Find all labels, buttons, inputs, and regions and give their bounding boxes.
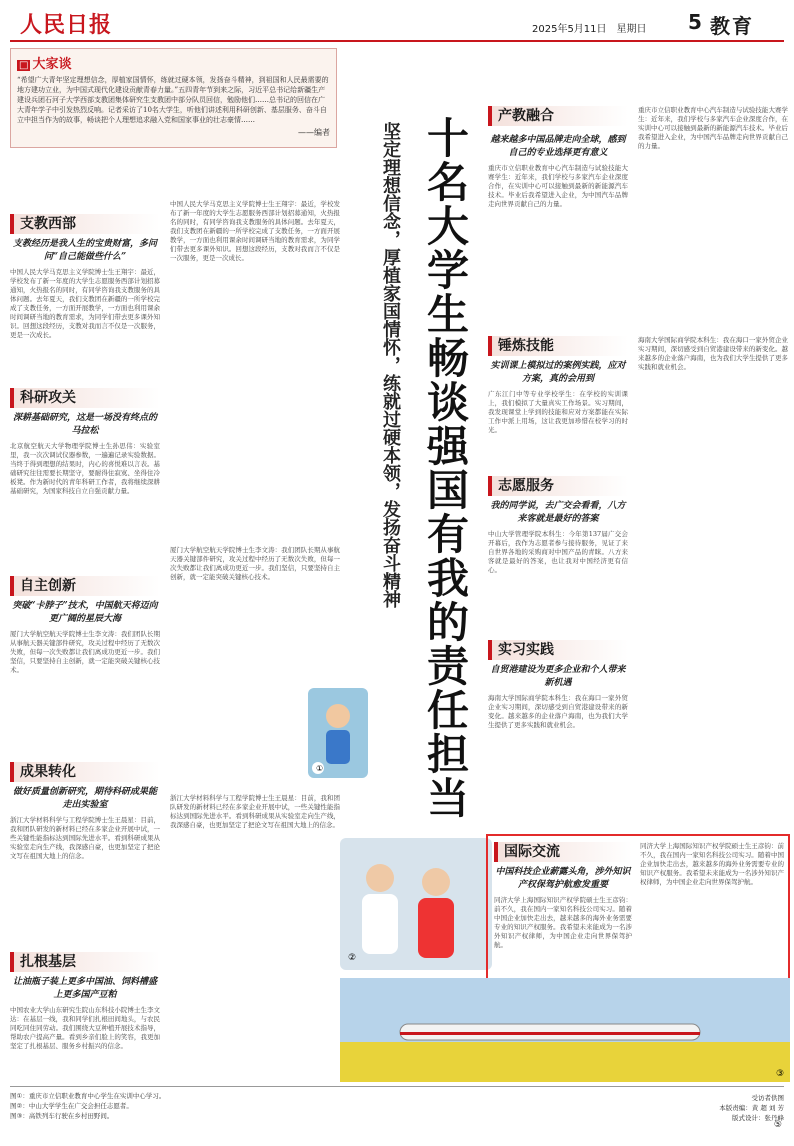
article-subhead: 让油瓶子装上更多中国油、饲料槽盛上更多国产豆粕 — [12, 977, 157, 1000]
section-head: 支教西部 — [10, 214, 160, 234]
article-continuation-2 — [170, 546, 340, 666]
article-subhead: 实训课上模拟过的案例实践，应对方案，真的会用到 — [490, 361, 626, 384]
article-grassroots — [10, 952, 160, 1080]
article-subhead: 越来越多中国品牌走向全球，感到自己的专业选择更有意义 — [490, 135, 626, 158]
article-body: 中国人民大学马克思主义学院博士生王翔宇：最近，学校发布了新一年度的大学生志愿服务西部计划招募通知，火热报名的同时，有同学咨询我支教服务的具体问题。去年夏天，我们支教团在新疆的一所学校完成了支教任务，一方面开展教学，一方面也利用课余时间调研当地的教育需求，为同学们带去更多课外知识。回想这段经历，支教对我而言不仅是一次服务，更是一次成长。 — [170, 200, 340, 262]
article-subhead: 突破“卡脖子”技术，中国航天将迈向更广阔的星辰大海 — [12, 601, 158, 624]
photo-caption: 图③：高铁列车行驶在乡村田野间。 — [10, 1112, 114, 1120]
section-head: 产教融合 — [488, 106, 628, 126]
photo-volunteers — [340, 838, 492, 970]
issue-date: 2025年5月11日 星期日 — [532, 24, 647, 35]
article-body: 中国人民大学马克思主义学院博士生王翔宇：最近，学校发布了新一年度的大学生志愿服务西部计划招募通知，火热报名的同时，有同学咨询我支教服务的具体问题。去年夏天，我们支教团在新疆的一所学校完成了支教任务，一方面开展教学，一方面也利用课余时间调研当地的教育需求，为同学们带去更多课外知识。回想这段经历，支教对我而言不仅是一次服务，更是一次成长。 — [10, 268, 160, 339]
editorial-mark-icon: □ — [19, 60, 29, 71]
section-head: 扎根基层 — [10, 952, 160, 972]
section-head: 志愿服务 — [488, 476, 628, 496]
article-body: 厦门大学航空航天学院博士生李文涛：我们团队长期从事航天器关键部件研究，攻关过程中经历了无数次失败，但每一次失败都让我们离成功更近一步。我们坚信，只要坚持自主创新，就一定能突破关键核心技术。 — [170, 546, 340, 581]
editorial-title: □ 大家谈 — [19, 57, 72, 72]
editorial-body: “希望广大青年坚定理想信念，厚植家国情怀，练就过硬本领，发扬奋斗精神，到祖国和人民最需要的地方建功立业，为中国式现代化建设贡献青春力量。”五四青年节到来之际，习近平总书记给新疆生产建设兵团石河子大学西部支教团集体研究生支教团中部分队员回信，勉励他们……总书记的回信在广大青年学子中引发热烈反响。记者采访了10名大学生，听他们讲述利用科研创新、基层服务、奋斗自立中担当作为的故事，畅谈把个人理想追求融入党和国家事业的壮志豪情…… — [17, 76, 329, 124]
article-body: 中国农业大学山东研究生院山东科技小院博士生李文达：在基层一线，我和同学们扎根田间地头，与农民同吃同住同劳动。我们围绕大豆种植开展技术指导，帮助农户提高产量。看到乡亲们脸上的笑容，我更加坚定了扎根基层、服务乡村振兴的信念。 — [10, 1006, 160, 1050]
article-continuation — [170, 200, 340, 530]
section-head: 自主创新 — [10, 576, 160, 596]
newspaper-logo: 人民日报 — [20, 12, 113, 38]
article-subhead: 自贸港建设为更多企业和个人带来新机遇 — [490, 665, 626, 688]
article-body: 重庆市立信职业教育中心汽车制造与试验技能大赛学生：近年来，我们学校与多家汽车企业深度合作，在实训中心可以接触到最新的新能源汽车技术。毕业后我希望进入企业，为中国汽车品牌走向世界贡献自己的力量。 — [488, 164, 628, 208]
article-skills — [488, 336, 628, 482]
svg-text:③: ③ — [776, 1069, 785, 1079]
section-head: 锤炼技能 — [488, 336, 628, 356]
article-body: 广东江门中等专业学校学生：在学校的实训课上，我们模拟了大量真实工作场景。实习期间，我发现课堂上学到的技能和应对方案都能在实际工作中派上用场，这让我更加珍惜在校学习的时光。 — [488, 390, 628, 434]
article-continuation-3 — [170, 794, 340, 1074]
article-body: 重庆市立信职业教育中心汽车制造与试验技能大赛学生：近年来，我们学校与多家汽车企业深度合作，在实训中心可以接触到最新的新能源汽车技术。毕业后我希望进入企业，为中国汽车品牌走向世界贡献自己的力量。 — [638, 106, 788, 150]
article-body: 浙江大学材料科学与工程学院博士生王晨星：目前，我和团队研发的新材料已经在多家企业开展中试，一些关键性能指标达到国际先进水平。看到科研成果从实验室走向生产线，我深感自豪，也更加坚定了把论文写在祖国大地上的信念。 — [170, 794, 340, 829]
article-internship — [488, 640, 628, 816]
editorial-box — [10, 48, 337, 148]
article-transfer — [10, 762, 160, 956]
masthead — [10, 6, 784, 42]
article-subhead: 支教经历是我人生的宝贵财富，多问问“自己能做些什么” — [12, 239, 157, 262]
page-content — [10, 48, 788, 1130]
svg-text:①: ① — [316, 764, 324, 773]
article-industry-body — [488, 130, 628, 324]
article-continuation-r — [638, 106, 788, 326]
page-number: 5 — [688, 10, 702, 34]
editorial-signature: ——编者 — [298, 128, 330, 137]
section-head: 科研攻关 — [10, 388, 160, 408]
section-head: 成果转化 — [10, 762, 160, 782]
headline-title: 十名大学生畅谈强国有我的责任担当 — [421, 116, 470, 820]
photo-high-speed-train — [340, 978, 790, 1082]
article-research — [10, 388, 160, 582]
article-body: 厦门大学航空航天学院博士生李文涛：我们团队长期从事航天器关键部件研究，攻关过程中经历了无数次失败，但每一次失败都让我们离成功更近一步。我们坚信，只要坚持自主创新，就一定能突破关键核心技术。 — [10, 630, 160, 674]
article-subhead: 做好质量创新研究，期待科研成果能走出实验室 — [12, 787, 157, 810]
section-head: 国际交流 — [494, 842, 632, 862]
article-subhead: 中国科技企业薪露头角，涉外知识产权保驾护航愈发重要 — [495, 867, 631, 890]
page-number-circled: ⑤ — [773, 1120, 782, 1130]
headline-subtitle: 坚定理想信念，厚植家国情怀，练就过硬本领，发扬奋斗精神 — [380, 122, 401, 608]
credit-line: 受访者供图 — [751, 1094, 784, 1102]
section-head: 实习实践 — [488, 640, 628, 660]
article-body: 同济大学上海国际知识产权学院硕士生王彦钧：前不久，我在国内一家知名科技公司实习。随着中国企业加快走出去，越来越多的海外业务需要专业的知识产权服务。我希望未来能成为一名涉外知识产权律师，为中国企业走向世界保驾护航。 — [640, 842, 784, 886]
page-footer — [10, 1086, 784, 1121]
photo-caption: 图①：重庆市立信职业教育中心学生在实训中心学习。 — [10, 1092, 166, 1100]
article-body: 浙江大学材料科学与工程学院博士生王晨星：目前，我和团队研发的新材料已经在多家企业开展中试，一些关键性能指标达到国际先进水平。看到科研成果从实验室走向生产线，我深感自豪，也更加坚定了把论文写在祖国大地上的信念。 — [10, 816, 160, 860]
article-body: 北京航空航天大学物理学院博士生孙思伟：实验室里，我一次次调试仪器参数，一遍遍记录实验数据。当终于得到理想的结果时，内心的喜悦难以言表。基础研究往往需要长期坚守，要耐得住寂寞、坐得住冷板凳。作为新时代的青年科研工作者，我将继续深耕基础研究，为国家科技自立自强贡献力量。 — [10, 442, 160, 495]
article-teach — [10, 214, 160, 390]
article-volunteer — [488, 476, 628, 636]
article-body: 海南大学国际商学院本科生：我在海口一家外贸企业实习期间，深切感受到自贸港建设带来的新变化。越来越多的企业落户海南，也为我们大学生提供了更多实践和就业机会。 — [488, 694, 628, 729]
article-body: 同济大学上海国际知识产权学院硕士生王彦钧：前不久，我在国内一家知名科技公司实习。随着中国企业加快走出去，越来越多的海外业务需要专业的知识产权服务。我希望未来能成为一名涉外知识产权律师，为中国企业走向世界保驾护航。 — [494, 896, 632, 949]
credits — [584, 1093, 784, 1123]
article-subhead: 深耕基础研究，这是一场没有终点的马拉松 — [12, 413, 157, 436]
credit-line: 本版责编：黄 超 刘 芳 — [719, 1104, 784, 1112]
article-body: 中山大学管理学院本科生：今年第137届广交会开幕后，我作为志愿者参与接待服务，见证了来自世界各地的采购商对中国产品的青睐。八方来客就是最好的答案，也让我对中国经济更有信心。 — [488, 530, 628, 574]
credit-line: 版式设计：张丹峰 — [732, 1114, 784, 1122]
photo-caption: 图②：中山大学学生在广交会担任志愿者。 — [10, 1102, 133, 1110]
article-innovation — [10, 576, 160, 760]
article-body: 海南大学国际商学院本科生：我在海口一家外贸企业实习期间，深切感受到自贸港建设带来的新变化。越来越多的企业落户海南，也为我们大学生提供了更多实践和就业机会。 — [638, 336, 788, 371]
svg-text:②: ② — [348, 953, 357, 963]
article-continuation-r2 — [638, 336, 788, 826]
section-name: 教育 — [710, 14, 754, 38]
article-subhead: 我的同学说，去广交会看看，八方来客就是最好的答案 — [490, 501, 626, 524]
photo-student-lab — [308, 688, 368, 778]
